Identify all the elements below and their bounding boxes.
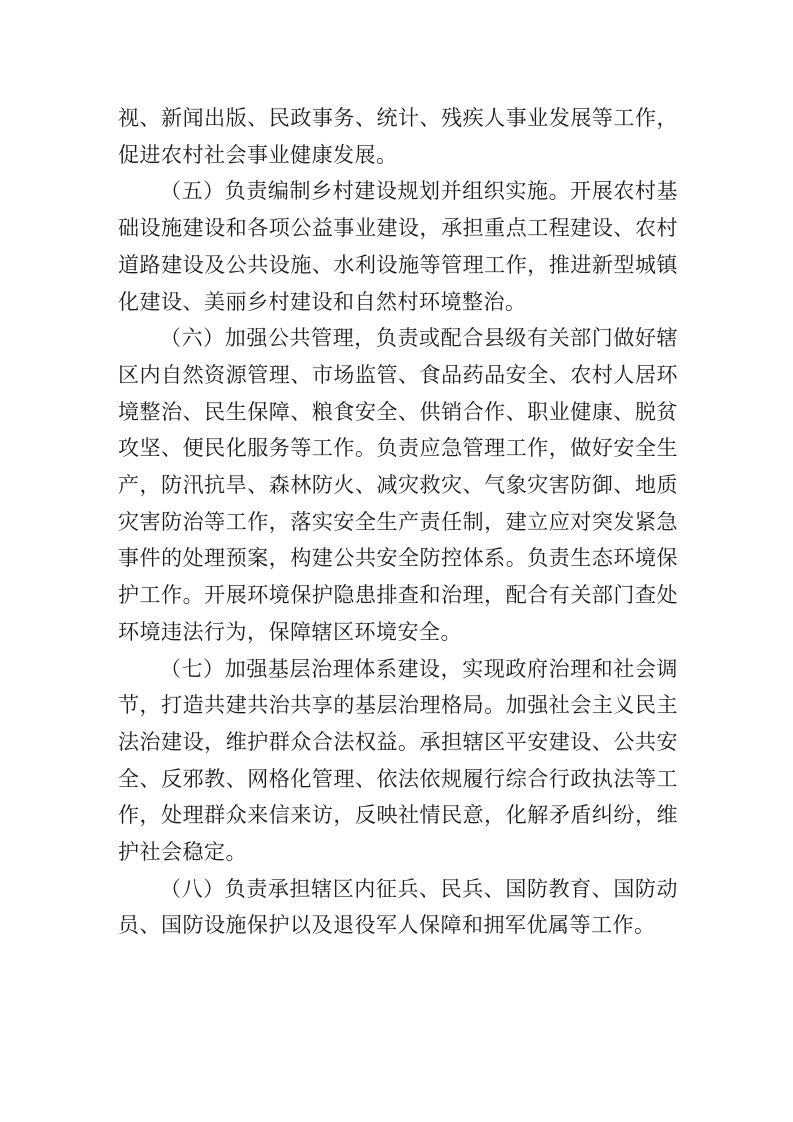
paragraph-line: （六）加强公共管理，负责或配合县级有关部门做好辖 (160, 326, 678, 351)
paragraph-item-8 (118, 871, 678, 944)
paragraph-line: 环境违法行为，保障辖区环境安全。 (118, 619, 462, 644)
paragraph-line: 促进农村社会事业健康发展。 (118, 142, 398, 167)
paragraph-line: 法治建设，维护群众合法权益。承担辖区平安建设、公共安 (118, 729, 678, 754)
paragraph-item-6 (118, 320, 678, 650)
paragraph-line: 化建设、美丽乡村建设和自然村环境整治。 (118, 289, 527, 314)
paragraph-line: 全、反邪教、网格化管理、依法依规履行综合行政执法等工 (118, 766, 678, 791)
paragraph-line: 护社会稳定。 (118, 840, 247, 865)
paragraph-line: 础设施建设和各项公益事业建设，承担重点工程建设、农村 (118, 216, 678, 241)
paragraph-line: （五）负责编制乡村建设规划并组织实施。开展农村基 (160, 179, 678, 204)
paragraph-line: 护工作。开展环境保护隐患排查和治理，配合有关部门查处 (118, 583, 678, 608)
paragraph-line: 攻坚、便民化服务等工作。负责应急管理工作，做好安全生 (118, 436, 678, 461)
paragraph-item-5 (118, 173, 678, 320)
paragraph-line: 事件的处理预案，构建公共安全防控体系。负责生态环境保 (118, 546, 678, 571)
document-body (118, 100, 678, 944)
paragraph-continuation (118, 100, 678, 173)
paragraph-line: 灾害防治等工作，落实安全生产责任制，建立应对突发紧急 (118, 509, 678, 534)
paragraph-line: 区内自然资源管理、市场监管、食品药品安全、农村人居环 (118, 362, 678, 387)
paragraph-line: （八）负责承担辖区内征兵、民兵、国防教育、国防动 (160, 876, 678, 901)
paragraph-line: （七）加强基层治理体系建设，实现政府治理和社会调 (160, 656, 678, 681)
paragraph-line: 作，处理群众来信来访，反映社情民意，化解矛盾纠纷，维 (118, 803, 678, 828)
paragraph-item-7 (118, 651, 678, 871)
paragraph-line: 节，打造共建共治共享的基层治理格局。加强社会主义民主 (118, 693, 678, 718)
paragraph-line: 境整治、民生保障、粮食安全、供销合作、职业健康、脱贫 (118, 399, 678, 424)
paragraph-line: 道路建设及公共设施、水利设施等管理工作，推进新型城镇 (118, 252, 678, 277)
paragraph-line: 产，防汛抗旱、森林防火、减灾救灾、气象灾害防御、地质 (118, 473, 678, 498)
paragraph-line: 视、新闻出版、民政事务、统计、残疾人事业发展等工作， (118, 106, 678, 130)
paragraph-line: 员、国防设施保护以及退役军人保障和拥军优属等工作。 (118, 913, 656, 938)
